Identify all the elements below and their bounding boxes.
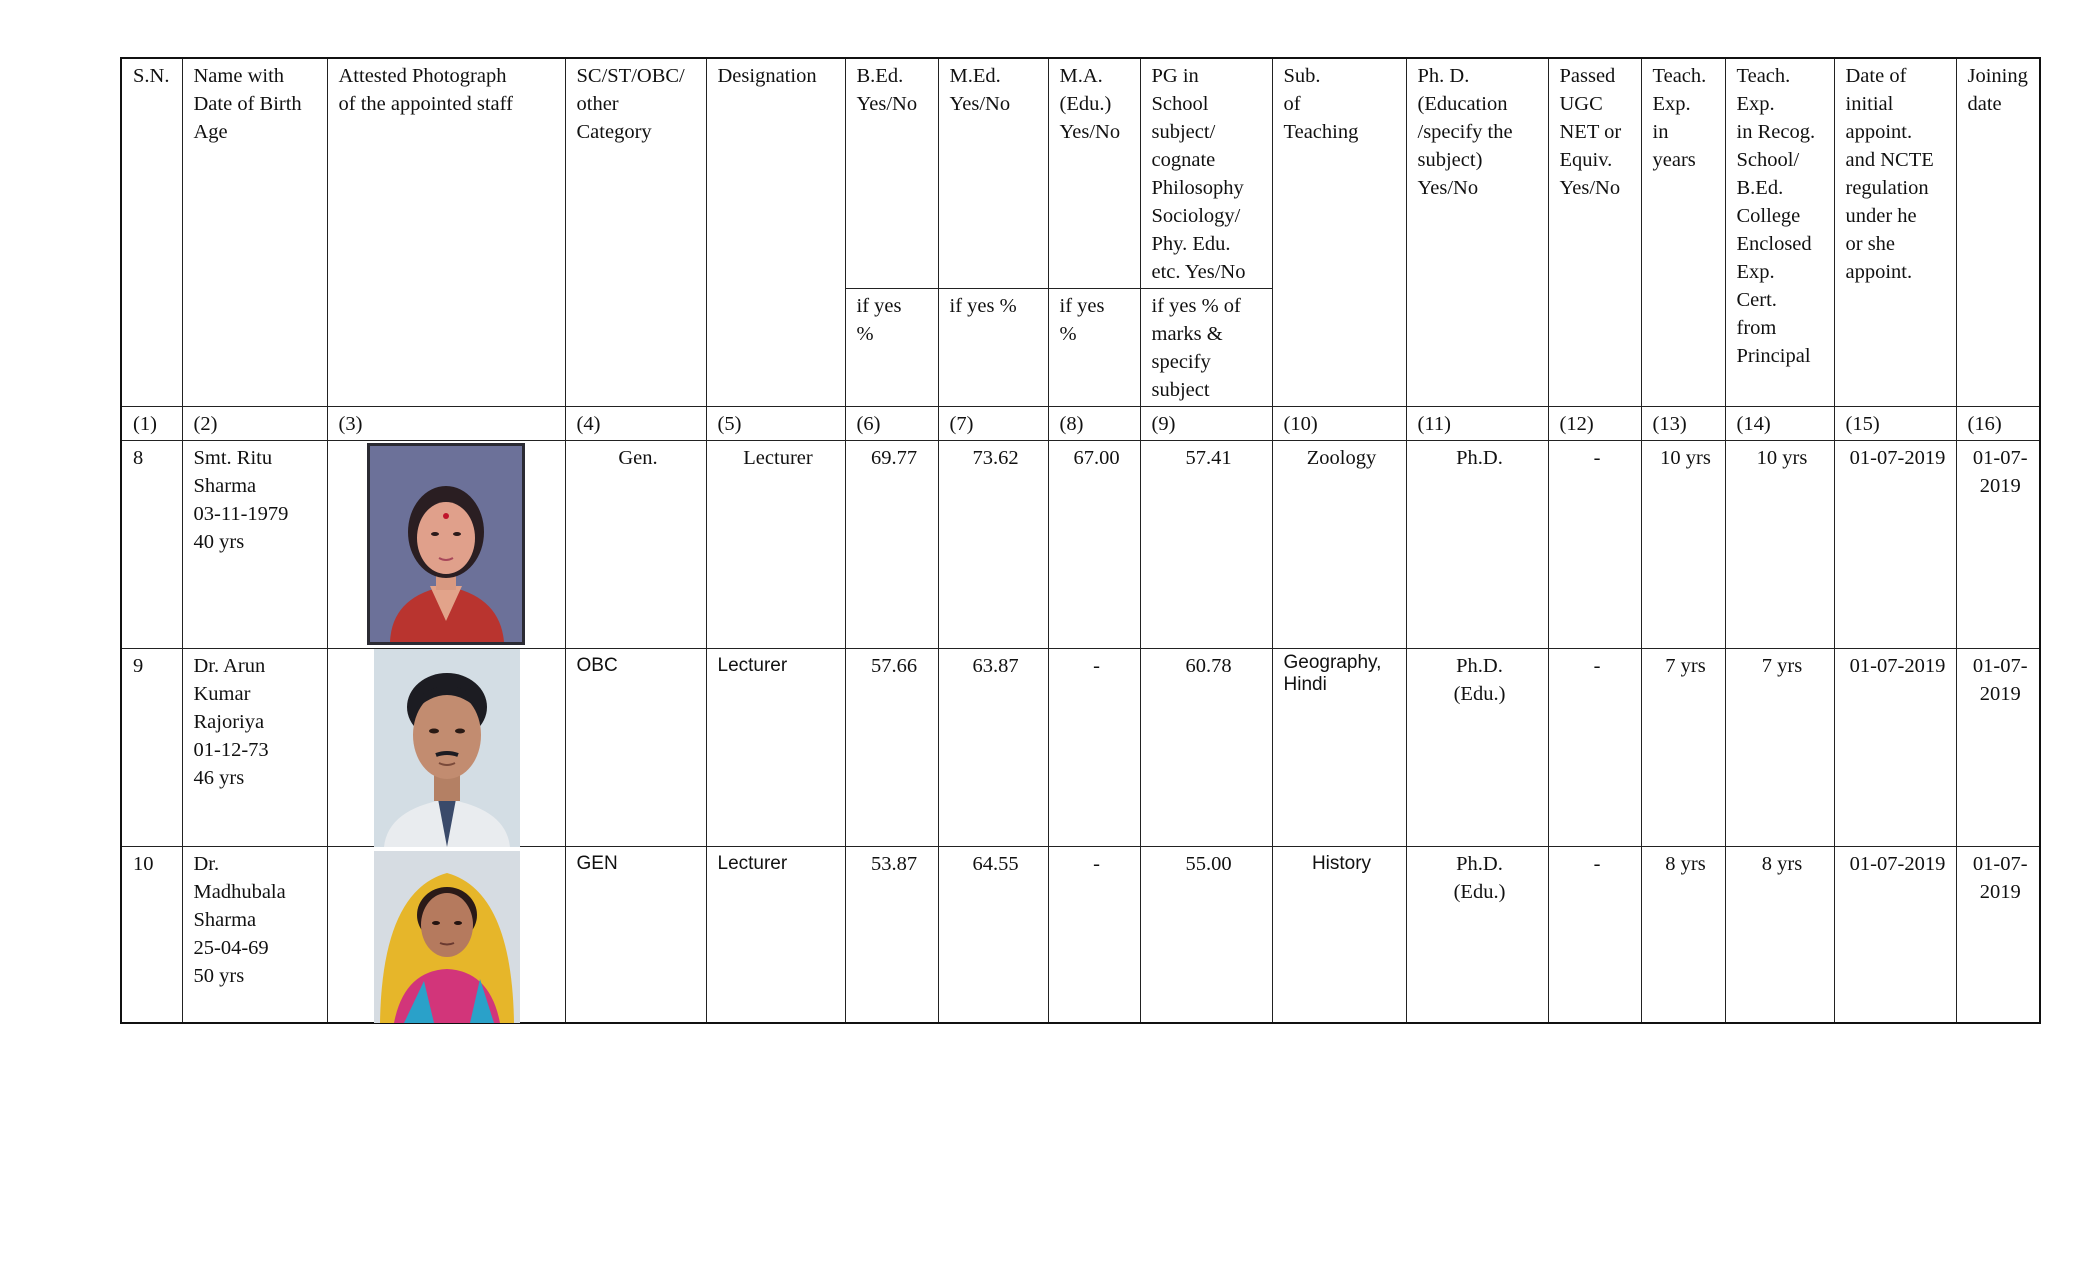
cell-ma: 67.00 xyxy=(1048,441,1140,649)
text-line: of the appointed staff xyxy=(338,93,513,115)
text-line: Hindi xyxy=(1283,674,1327,695)
cell-subject xyxy=(1272,847,1406,1024)
text-line: Teaching xyxy=(1283,121,1359,143)
text-line: Teach. xyxy=(1652,65,1707,87)
header-designation: Designation xyxy=(706,58,845,407)
cell-ugc: - xyxy=(1548,847,1641,1024)
cell-photo xyxy=(327,649,565,847)
text-line: Smt. Ritu xyxy=(193,447,273,469)
cell-date-initial: 01-07-2019 xyxy=(1834,441,1956,649)
header-pg xyxy=(1140,58,1272,289)
cell-name xyxy=(182,441,327,649)
text-line: M.Ed. xyxy=(949,65,1001,87)
text-line: appoint. xyxy=(1845,261,1913,283)
text-line: Passed xyxy=(1559,65,1616,87)
text-line: regulation xyxy=(1845,177,1929,199)
cell-ma: - xyxy=(1048,649,1140,847)
text-line: Zoology xyxy=(1306,447,1377,469)
staff-photo xyxy=(374,649,520,847)
text-line: SC/ST/OBC/ xyxy=(576,65,685,87)
cell-pg: 60.78 xyxy=(1140,649,1272,847)
cell-phd xyxy=(1406,847,1548,1024)
text-line: 25-04-69 xyxy=(193,937,269,959)
cell-pg: 55.00 xyxy=(1140,847,1272,1024)
woman-portrait-icon xyxy=(370,446,522,642)
text-line: 01-07- xyxy=(1972,655,2028,677)
text-line: Exp. xyxy=(1736,93,1775,115)
text-line: from xyxy=(1736,317,1777,339)
text-line: initial xyxy=(1845,93,1894,115)
column-number-row xyxy=(121,407,2040,441)
text-line: Ph.D. xyxy=(1456,853,1503,875)
cell-med: 73.62 xyxy=(938,441,1048,649)
text-line: subject) xyxy=(1417,149,1483,171)
cell-sn: 9 xyxy=(121,649,182,847)
text-line: 01-07- xyxy=(1972,447,2028,469)
text-line: PG in xyxy=(1151,65,1199,87)
text-line: History xyxy=(1311,853,1372,874)
text-line: Kumar xyxy=(193,683,251,705)
cell-bed: 69.77 xyxy=(845,441,938,649)
cell-phd xyxy=(1406,441,1548,649)
table-row xyxy=(121,847,2040,1024)
text-line: B.Ed. xyxy=(856,65,904,87)
col-num: (3) xyxy=(327,407,565,441)
text-line: Name with xyxy=(193,65,285,87)
text-line: Sub. xyxy=(1283,65,1321,87)
cell-phd xyxy=(1406,649,1548,847)
text-line: Ph. D. xyxy=(1417,65,1470,87)
text-line: College xyxy=(1736,205,1801,227)
col-num: (5) xyxy=(706,407,845,441)
cell-bed: 57.66 xyxy=(845,649,938,847)
cell-photo xyxy=(327,847,565,1024)
header-sn: S.N. xyxy=(121,58,182,407)
col-num: (16) xyxy=(1956,407,2040,441)
text-line: 01-12-73 xyxy=(193,739,269,761)
header-joining xyxy=(1956,58,2040,407)
header-category xyxy=(565,58,706,407)
text-line: 03-11-1979 xyxy=(193,503,289,525)
text-line: 46 yrs xyxy=(193,767,245,789)
text-line: School/ xyxy=(1736,149,1800,171)
subheader-med: if yes % xyxy=(938,289,1048,407)
text-line: marks & xyxy=(1151,323,1223,345)
cell-med: 63.87 xyxy=(938,649,1048,847)
text-line: Yes/No xyxy=(1417,177,1479,199)
text-line: Dr. xyxy=(193,853,220,875)
text-line: 2019 xyxy=(1979,475,2021,497)
text-line: or she xyxy=(1845,233,1896,255)
text-line: Equiv. xyxy=(1559,149,1613,171)
subheader-bed xyxy=(845,289,938,407)
text-line: subject xyxy=(1151,379,1210,401)
col-num: (11) xyxy=(1406,407,1548,441)
text-line: /specify the xyxy=(1417,121,1513,143)
text-line: (Edu.) xyxy=(1453,881,1506,903)
col-num: (9) xyxy=(1140,407,1272,441)
text-line: in xyxy=(1652,121,1669,143)
staff-photo xyxy=(374,851,520,1023)
col-num: (15) xyxy=(1834,407,1956,441)
col-num: (8) xyxy=(1048,407,1140,441)
cell-category: GEN xyxy=(565,847,706,1024)
cell-name xyxy=(182,847,327,1024)
header-photo xyxy=(327,58,565,407)
text-line: Ph.D. xyxy=(1456,655,1503,677)
text-line: Teach. xyxy=(1736,65,1791,87)
text-line: % xyxy=(1059,323,1077,345)
cell-ugc: - xyxy=(1548,441,1641,649)
text-line: (Edu.) xyxy=(1453,683,1506,705)
text-line: Exp. xyxy=(1736,261,1775,283)
text-line: 01-07- xyxy=(1972,853,2028,875)
text-line: M.A. xyxy=(1059,65,1103,87)
text-line: Yes/No xyxy=(949,93,1011,115)
cell-joining xyxy=(1956,649,2040,847)
text-line: Age xyxy=(193,121,228,143)
cell-name xyxy=(182,649,327,847)
text-line: etc. Yes/No xyxy=(1151,261,1246,283)
text-line: 2019 xyxy=(1979,683,2021,705)
text-line: appoint. xyxy=(1845,121,1913,143)
text-line: (Edu.) xyxy=(1059,93,1112,115)
header-med xyxy=(938,58,1048,289)
header-phd xyxy=(1406,58,1548,407)
header-row xyxy=(121,58,2040,289)
cell-pg: 57.41 xyxy=(1140,441,1272,649)
text-line: of xyxy=(1283,93,1301,115)
cell-exp-recog: 10 yrs xyxy=(1725,441,1834,649)
text-line: Yes/No xyxy=(1559,177,1621,199)
table-row xyxy=(121,649,2040,847)
col-num: (13) xyxy=(1641,407,1725,441)
cell-bed: 53.87 xyxy=(845,847,938,1024)
text-line: Cert. xyxy=(1736,289,1777,311)
text-line: date xyxy=(1967,93,2002,115)
cell-date-initial: 01-07-2019 xyxy=(1834,847,1956,1024)
subheader-ma xyxy=(1048,289,1140,407)
text-line: B.Ed. xyxy=(1736,177,1784,199)
man-portrait-icon xyxy=(374,649,520,847)
cell-joining xyxy=(1956,441,2040,649)
text-line: Exp. xyxy=(1652,93,1691,115)
text-line: Joining xyxy=(1967,65,2028,87)
text-line: Category xyxy=(576,121,652,143)
header-name xyxy=(182,58,327,407)
cell-designation: Lecturer xyxy=(706,847,845,1024)
text-line: School xyxy=(1151,93,1209,115)
text-line: and NCTE xyxy=(1845,149,1934,171)
cell-designation: Lecturer xyxy=(706,441,845,649)
staff-table xyxy=(120,57,2041,1024)
cell-subject xyxy=(1272,649,1406,847)
col-num: (7) xyxy=(938,407,1048,441)
text-line: if yes xyxy=(1059,295,1105,317)
woman-portrait-icon xyxy=(374,851,520,1023)
text-line: Sociology/ xyxy=(1151,205,1241,227)
cell-exp: 10 yrs xyxy=(1641,441,1725,649)
subheader-pg xyxy=(1140,289,1272,407)
text-line: Ph.D. xyxy=(1456,447,1503,469)
col-num: (12) xyxy=(1548,407,1641,441)
text-line: Dr. Arun xyxy=(193,655,266,677)
text-line: NET or xyxy=(1559,121,1622,143)
header-teach-exp xyxy=(1641,58,1725,407)
cell-exp-recog: 8 yrs xyxy=(1725,847,1834,1024)
text-line: cognate xyxy=(1151,149,1216,171)
text-line: UGC xyxy=(1559,93,1603,115)
text-line: Date of Birth xyxy=(193,93,302,115)
text-line: Geography, xyxy=(1283,652,1382,673)
text-line: subject/ xyxy=(1151,121,1216,143)
text-line: 50 yrs xyxy=(193,965,245,987)
col-num: (4) xyxy=(565,407,706,441)
cell-photo xyxy=(327,441,565,649)
header-ma xyxy=(1048,58,1140,289)
text-line: Principal xyxy=(1736,345,1811,367)
text-line: % xyxy=(856,323,874,345)
cell-ugc: - xyxy=(1548,649,1641,847)
text-line: 40 yrs xyxy=(193,531,245,553)
table-row xyxy=(121,441,2040,649)
text-line: Yes/No xyxy=(856,93,918,115)
header-subject xyxy=(1272,58,1406,407)
text-line: Attested Photograph xyxy=(338,65,507,87)
cell-category: Gen. xyxy=(565,441,706,649)
text-line: Sharma xyxy=(193,909,257,931)
cell-date-initial: 01-07-2019 xyxy=(1834,649,1956,847)
cell-joining xyxy=(1956,847,2040,1024)
cell-exp-recog: 7 yrs xyxy=(1725,649,1834,847)
text-line: under he xyxy=(1845,205,1917,227)
text-line: specify xyxy=(1151,351,1211,373)
col-num: (10) xyxy=(1272,407,1406,441)
staff-photo xyxy=(367,443,525,645)
cell-designation: Lecturer xyxy=(706,649,845,847)
cell-med: 64.55 xyxy=(938,847,1048,1024)
col-num: (6) xyxy=(845,407,938,441)
text-line: other xyxy=(576,93,619,115)
cell-subject xyxy=(1272,441,1406,649)
cell-category: OBC xyxy=(565,649,706,847)
text-line: Rajoriya xyxy=(193,711,265,733)
cell-sn: 8 xyxy=(121,441,182,649)
text-line: if yes % of xyxy=(1151,295,1241,317)
header-teach-exp-recog xyxy=(1725,58,1834,407)
text-line: Philosophy xyxy=(1151,177,1244,199)
text-line: Madhubala xyxy=(193,881,286,903)
header-ugc xyxy=(1548,58,1641,407)
text-line: Phy. Edu. xyxy=(1151,233,1231,255)
text-line: in Recog. xyxy=(1736,121,1816,143)
text-line: (Education xyxy=(1417,93,1508,115)
header-bed xyxy=(845,58,938,289)
col-num: (14) xyxy=(1725,407,1834,441)
cell-ma: - xyxy=(1048,847,1140,1024)
text-line: years xyxy=(1652,149,1696,171)
cell-exp: 7 yrs xyxy=(1641,649,1725,847)
header-date-initial xyxy=(1834,58,1956,407)
col-num: (2) xyxy=(182,407,327,441)
text-line: 2019 xyxy=(1979,881,2021,903)
cell-exp: 8 yrs xyxy=(1641,847,1725,1024)
cell-sn: 10 xyxy=(121,847,182,1024)
text-line: Yes/No xyxy=(1059,121,1121,143)
text-line: Enclosed xyxy=(1736,233,1812,255)
text-line: Date of xyxy=(1845,65,1907,87)
text-line: Sharma xyxy=(193,475,257,497)
text-line: if yes xyxy=(856,295,902,317)
col-num: (1) xyxy=(121,407,182,441)
